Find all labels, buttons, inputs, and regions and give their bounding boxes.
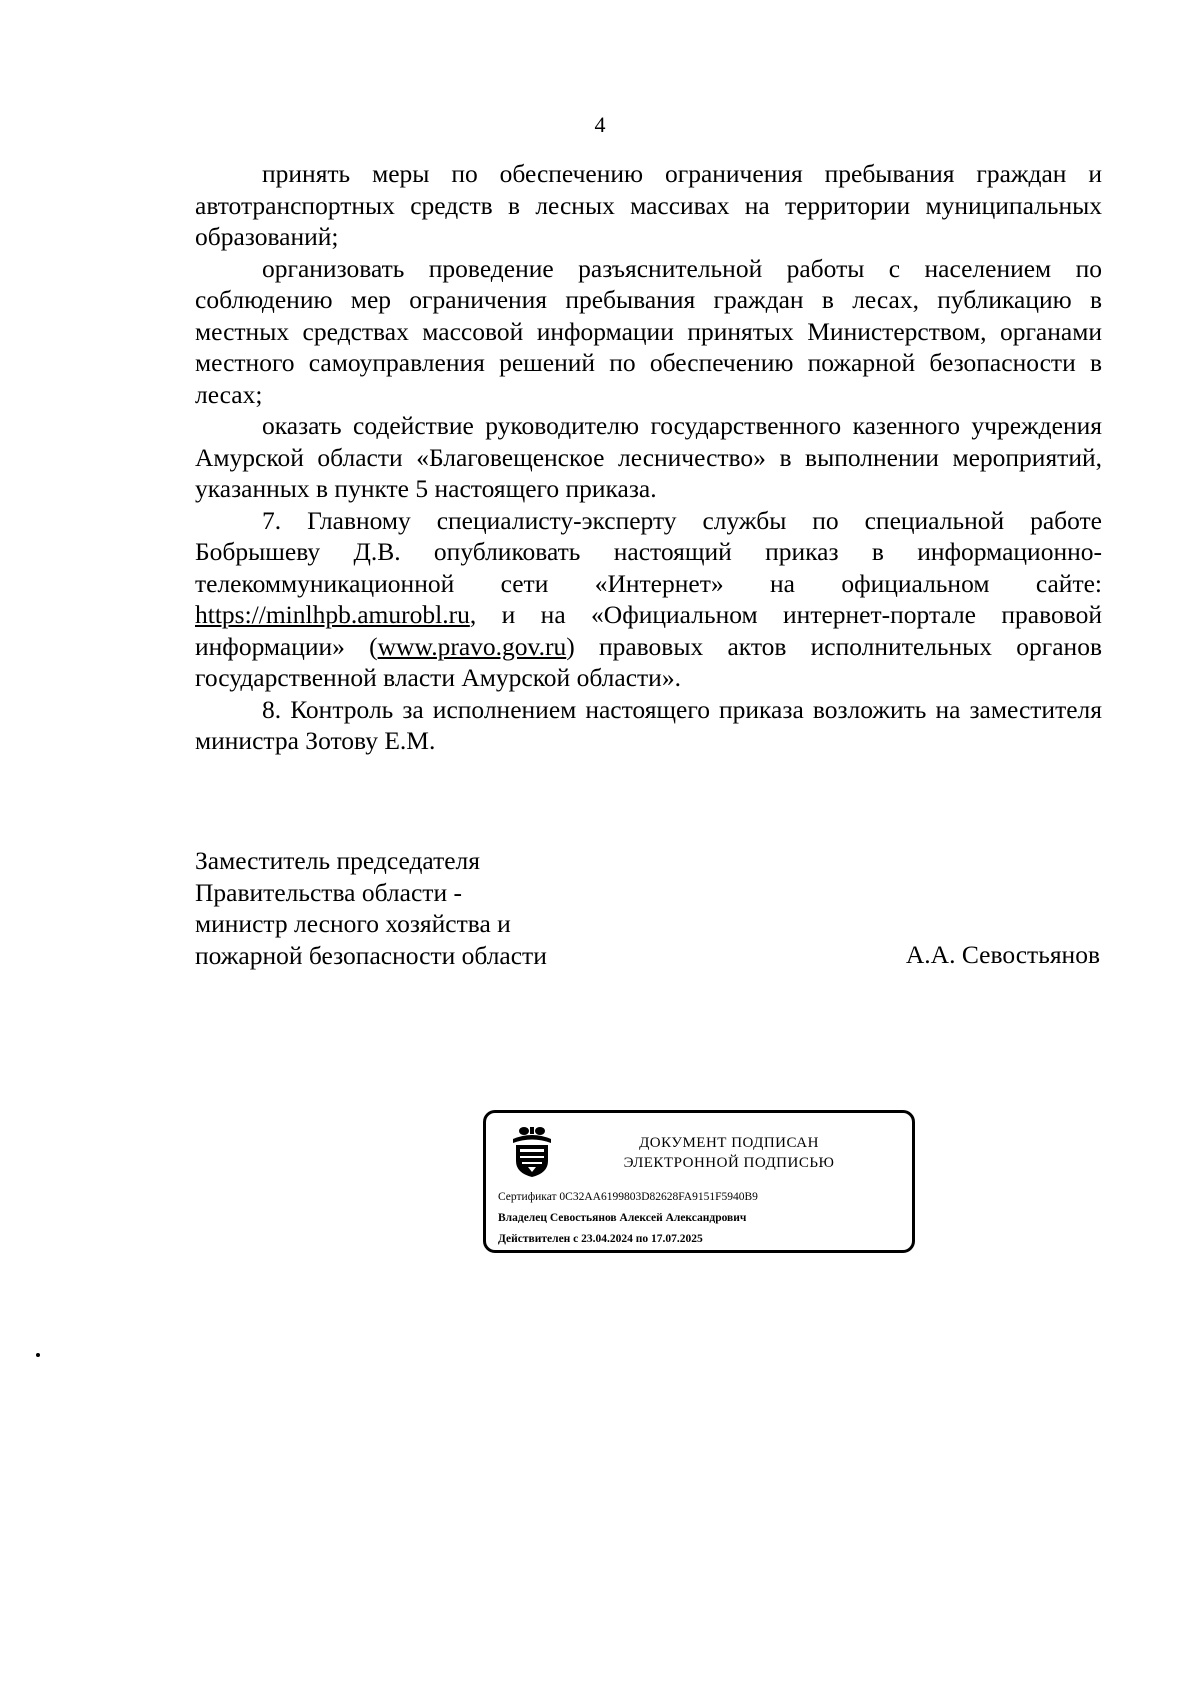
ministry-site-link[interactable]: https://minlhpb.amurobl.ru xyxy=(195,600,470,629)
signatory-line-3: министр лесного хозяйства и xyxy=(195,909,511,938)
page-number: 4 xyxy=(594,112,606,137)
signatory-position xyxy=(195,845,547,971)
stamp-certificate: Сертификат 0C32AA6199803D82628FA9151F5940B9 xyxy=(498,1191,758,1203)
item7-text-before: 7. Главному специалисту-эксперту службы по специальной работе Бобрышеву Д.В. опубликовать настоящий приказ в информационно-телекоммуникационной сети «Интернет» на официальном сайте: xyxy=(195,505,1102,598)
stamp-title-line-2: ЭЛЕКТРОННОЙ ПОДПИСЬЮ xyxy=(623,1155,835,1171)
paragraph-restrict-access: принять меры по обеспечению ограничения пребывания граждан и автотранспортных средств в лесных массивах на территории муниципальных образований; xyxy=(195,159,1102,251)
signatory-line-2: Правительства области - xyxy=(195,877,462,907)
paragraph-item-7 xyxy=(195,505,1102,694)
stamp-title-line-1: ДОКУМЕНТ ПОДПИСАН xyxy=(639,1135,819,1151)
paragraph-explanatory-work: организовать проведение разъяснительной работы с населением по соблюдению мер ограничения пребывания граждан в лесах, публикацию в местных средствах массовой информации принятых Министерством, органами местного самоуправления решений по обеспечению пожарной безопасности в лесах; xyxy=(195,253,1102,409)
stamp-owner: Владелец Севостьянов Алексей Александрович xyxy=(498,1212,747,1224)
document-body xyxy=(195,158,1102,757)
signatory-line-1: Заместитель председателя xyxy=(195,846,480,875)
paragraph-item-8: 8. Контроль за исполнением настоящего приказа возложить на заместителя министра Зотову Е.М. xyxy=(195,694,1102,755)
signatory-line-4: пожарной безопасности области xyxy=(195,940,547,970)
stamp-details xyxy=(498,1187,758,1250)
stamp-title xyxy=(566,1133,892,1173)
coat-of-arms-icon xyxy=(510,1125,554,1179)
pravo-portal-link[interactable]: www.pravo.gov.ru xyxy=(377,631,567,661)
signer-name: А.А. Севостьянов xyxy=(905,940,1100,969)
paragraph-assistance: оказать содействие руководителю государственного казенного учреждения Амурской области «Благовещенское лесничество» в выполнении мероприятий, указанных в пункте 5 настоящего приказа. xyxy=(195,411,1102,503)
stamp-validity: Действителен с 23.04.2024 по 17.07.2025 xyxy=(498,1233,703,1245)
electronic-signature-stamp xyxy=(483,1110,915,1253)
item7-text-after: ) правовых актов исполнительных органов государственной власти Амурской области». xyxy=(195,631,1102,692)
item7-text-middle: , и на «Официальном интернет-портале правовой информации» ( xyxy=(195,600,1102,661)
scan-speck xyxy=(36,1353,40,1357)
